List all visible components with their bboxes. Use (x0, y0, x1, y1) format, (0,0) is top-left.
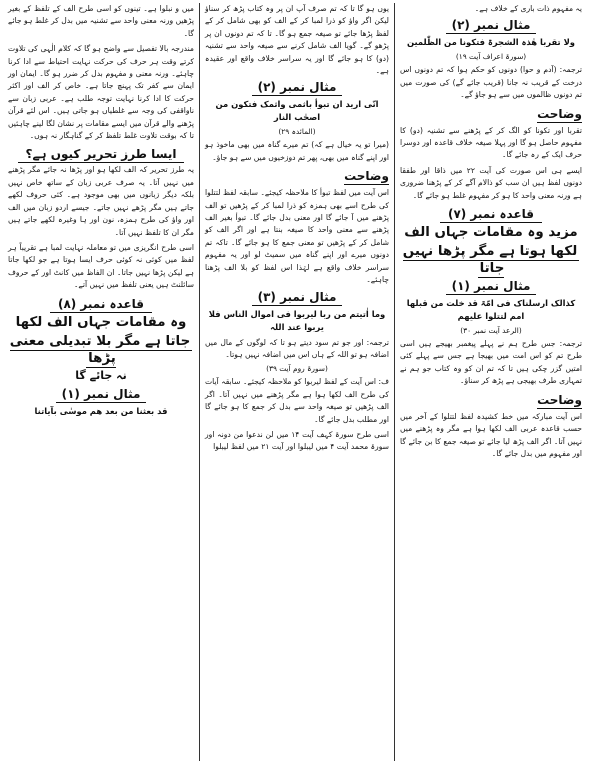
rule-heading: قاعدہ نمبر (۸) (8, 297, 194, 312)
arabic-verse: قد بعثنا من بعد ھم موسٰی بآیاتنا (34, 405, 168, 416)
explanation-heading: وضاحت (344, 169, 389, 184)
paragraph: ترجمہ: اور جو تم سود دیتے ہو تا کہ لوگوں کے مال میں اضافہ ہو تو اللہ کے ہاں اس میں اضافہ نہیں ہوتا۔ (205, 337, 389, 359)
paragraph: اسی طرح انگریزی میں تو معاملہ نہایت لمبا ہے تقریباً ہر لفظ میں کوئی نہ کوئی حرف ایسا ہوتا ہے جو لکھا جاتا ہے لیکن پڑھا نہیں جاتا۔ ان الفاظ میں کانٹ اور کے حروف سائلنٹ ہیں یعنی تلفظ میں نہیں آتے۔ (8, 242, 194, 290)
arabic-verse: انّی ارید ان تبوأ باثمی واثمک فتکون من اصحٰب النار (215, 99, 379, 123)
arabic-verse: ولا تقربا ھٰذہ الشجرۃ فتکونا من الظّٰلمین (406, 37, 576, 48)
arabic-verse: کذالک ارسلناک فی امّۃ قد خلت من قبلھا امم لتتلوا علیھم (406, 298, 576, 322)
paragraph: ف: اس آیت کے لفظ لیربوا کو ملاحظہ کیجئے۔ سابقہ آیات کی طرح الف لکھا ہوا ہے مگر پڑھنے میں نہیں آتا۔ اگر الف پڑھیں تو صیغہ واحد سے بدل کر جمع کا ہو جائے گا اور مطلب بدل جائے گا۔ (205, 377, 389, 424)
explanation-heading: وضاحت (537, 106, 582, 121)
column-left (3, 3, 199, 761)
example-heading: مثال نمبر (۱) (8, 387, 194, 402)
paragraph: یوں ہو گا تا کہ تم صرف آپ ان پر وہ کتاب پڑھ کر سناؤ لیکن اگر واؤ کو ذرا لمبا کر کے الف کو بھی شامل کر کے لفظ پڑھا جائے تو صیغہ جمع ہو گا۔ تا کہ تم دونوں ان پر پڑھو گے۔ گویا الف شامل کرنے سے صیغہ واحد سے تشنیہ (دو) کا ہو جائے گا اور یہ سراسر خلاف واقع اور عقیدہ ہے۔ (205, 4, 389, 76)
paragraph: ایسے ہی اس صورت کی آیت ۲۲ میں ذاقا اور طفقا دونوں لفظ ہیں ان سب کو ذالام آگے کر کے پڑھنا ضروری ہے ورنہ معنی واحد کا ہو کر مفہوم غلط ہو جائے گا۔ (400, 165, 582, 200)
rule-heading: قاعدہ نمبر (۷) (400, 207, 582, 222)
paragraph: یہ طرز تحریر کہ الف لکھا ہو اور پڑھا نہ جائے مگر پڑھنے میں نہیں آتا۔ یہ صرف عربی زبان کے ساتھ خاص نہیں بلکہ دیگر زبانوں میں بھی موجود ہے۔ کئی حروف لکھے جاتے ہیں مگر پڑھے نہیں جاتے۔ جیسے اردو زبان میں الف اور واؤ کی طرح ہمزہ، نون اور ہا وغیرہ لکھے جاتے ہیں مگر ان کا تلفظ نہیں آتا۔ (8, 165, 194, 237)
example-heading: مثال نمبر (۳) (205, 290, 389, 305)
paragraph: تقربا اور تکونا کو الگ کر کے پڑھنے سے تشنیہ (دو) کا مفہوم حاصل ہو گا اور پہلا صیغہ خلاف قاعدہ اور دوسرا حرف ایک کے رہ جائے گا۔ (400, 125, 582, 160)
section-heading: ایسا طرز تحریر کیوں ہے؟ (8, 147, 194, 162)
column-right (395, 3, 587, 761)
paragraph: ترجمہ: جس طرح ہم نے پہلے پیغمبر بھیجے ہیں اسی طرح تم کو اس امت میں بھیجا ہے جس سے پہلے کئی امتیں گزر چکی ہیں تا کہ تم ان کو وہ کتاب جو ہم نے تمہاری طرف بھیجی ہے پڑھ کر سناؤ۔ (400, 339, 582, 386)
column-middle (199, 3, 395, 761)
explanation-heading: وضاحت (537, 392, 582, 407)
verse-reference: (الرعد آیت نمبر ۳۰) (460, 326, 522, 336)
verse-reference: (سورۃ اعراف آیت ۱۹) (455, 52, 527, 62)
paragraph: اس آیت مبارکہ میں خط کشیدہ لفظ لتتلوا کے آخر میں حسب قاعدہ عربی الف لکھا ہوا ہے مگر وہ پڑھنے میں نہیں آتا۔ اگر الف پڑھ لیا جائے تو صیغہ جمع کا بن جائے گا اور مفہوم میں بدل جائے گا۔ (400, 411, 582, 458)
rule-title: جاتا ہے مگر بلا تبدیلی معنی پڑھا (9, 333, 191, 366)
rule-title: لکھا ہوتا ہے مگر پڑھا نہیں جاتا (402, 244, 578, 277)
rule-title: وہ مقامات جہاں الف لکھا (15, 314, 187, 330)
rule-title-suffix: نہ جائے گا (75, 368, 127, 382)
verse-reference: (المائدہ ۲۹) (278, 127, 316, 137)
example-heading: مثال نمبر (۲) (205, 80, 389, 95)
verse-reference: (سورۃ روم آیت ۳۹) (266, 364, 328, 374)
paragraph: اس آیت میں لفظ تبوأ کا ملاحظہ کیجئے۔ سابقہ لفظ لتتلوا کی طرح اسے بھی ہمزہ کو ذرا لمبا کر کے پڑھیں تو الف پڑھنے میں آ جائے گا اور معنی بدل جائے گا۔ تبوأ بغیر الف پڑھنے سے معنی واحد کا صیغہ بنتا ہے اور اگر الف کو شامل کر کے پڑھیں تو معنی جمع کا ہو جائے گا۔ تاکہ تم دونوں میرے اور اپنے گناہ میں سمیٹ لو اور یہ مفہوم سراسر خلاف واقع ہے لہٰذا اس لفظ کو بلا الف پڑھنا چاہئے۔ (205, 188, 389, 285)
example-heading: مثال نمبر (۱) (400, 279, 582, 294)
arabic-verse: وما اٰتیتم من ربا لیربوا فی اموال الناس فلا یربوا عند اللہ (208, 308, 386, 332)
paragraph: یہ مفہوم ذات باری کے خلاف ہے۔ (474, 4, 582, 13)
paragraph: ترجمہ: (آدم و حوا) دونوں کو حکم ہوا کہ تم دونوں اس درخت کے قریب نہ جانا (قریب جائے گے) کی صورت میں تم دونوں ظالموں میں سے ہو جاؤ گے۔ (400, 65, 582, 100)
paragraph: مندرجہ بالا تفصیل سے واضح ہو گا کہ کلام الٰہی کی تلاوت کرتے وقت ہر حرف کی حرکت نہایت احتیاط سے ادا کرنا چاہئے۔ ورنہ معنی و مفہوم بدل کر ضرر ہو گا۔ ایمان اور ایمان سے کفر تک پہنچ جاتا ہے۔ خاص کر الف اور اکثر حرکت کا ادا کرنا نہایت توجہ طلب ہے۔ عربی زبان سے ناواقفی کی وجہ سے غلطیاں ہو جاتی ہیں۔ اس لئے قرآن پڑھنے والے قرآن میں ایسے مقامات پر نشان لگا لینے چاہئیں تا کہ بوقت تلاوت غلط تلفظ کر کے گناہگار نہ ہوں۔ (8, 44, 194, 141)
example-heading: مثال نمبر (۲) (400, 18, 582, 33)
paragraph: (میرا تو یہ خیال ہے کہ) تم میرے گناہ میں بھی ماخوذ ہو اور اپنے گناہ میں بھی، پھر تم دوزخیوں میں سے ہو جاؤ۔ (205, 140, 389, 162)
rule-title: مزید وہ مقامات جہاں الف (404, 225, 578, 241)
paragraph: میں و نبلوا ہے۔ تینوں کو اسی طرح الف کے تلفظ کے بغیر پڑھیں ورنہ معنی واحد سے تشنیہ میں بدل کر غلط ہو جائے گا۔ (8, 4, 194, 38)
paragraph: اسی طرح سورۃ کہف آیت ۱۴ میں لن ندعوا من دونہ اور سورۃ محمد آیت ۴ میں لیبلوا اور آیت ۲۱ میں لفظ لیبلوا (205, 429, 389, 452)
